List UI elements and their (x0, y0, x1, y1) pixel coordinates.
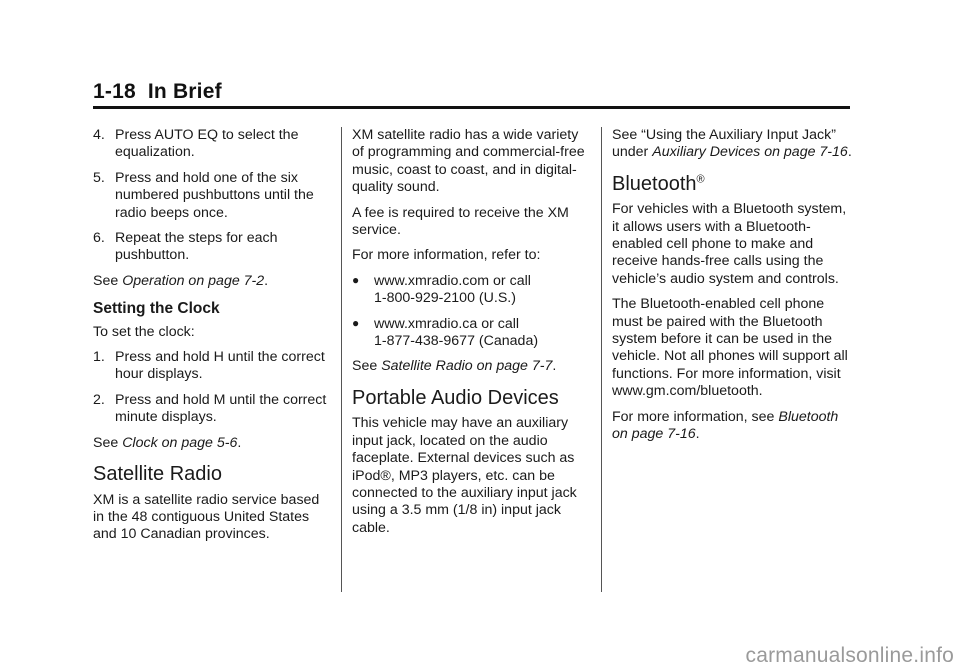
paragraph: XM is a satellite radio service based in the 48 contiguous United States and 10 Canadian provinces. (93, 491, 320, 543)
column-3 (612, 127, 852, 452)
section-heading: Bluetooth® (612, 172, 705, 195)
registered-mark: ® (696, 173, 705, 186)
column-2 (352, 127, 592, 545)
list-item: 2. Press and hold M until the correct minute displays. (93, 391, 327, 426)
paragraph: For more information, refer to: (352, 247, 541, 264)
watermark: carmanualsonline.info (745, 644, 954, 667)
see-reference: For more information, see Bluetooth on page 7-16. (612, 408, 839, 443)
paragraph: For vehicles with a Bluetooth system, it allows users with a Bluetooth-enabled cell phone to make and receive hands-free calls using the vehicle’s audio system and controls. (612, 201, 847, 287)
section-heading: Setting the Clock (93, 300, 220, 318)
paragraph: The Bluetooth-enabled cell phone must be paired with the Bluetooth system before it can be used in the vehicle. Not all phones will support all functions. For more information, visit www.gm.com/bluetooth. (612, 296, 848, 400)
column-1 (93, 127, 333, 552)
page-reference-link[interactable]: Bluetooth on page 7-16 (612, 408, 839, 443)
column-divider (341, 127, 342, 592)
section-heading: Portable Audio Devices (352, 386, 559, 409)
link-text[interactable]: www.xmradio.com or call (374, 272, 531, 289)
page-reference-link[interactable]: Satellite Radio on page 7-7 (381, 358, 553, 375)
list-item: 5. Press and hold one of the six numbered pushbuttons until the radio beeps once. (93, 169, 314, 221)
see-reference: See Operation on page 7-2. (93, 272, 269, 289)
bullet-icon: ● (352, 272, 360, 287)
list-item: 1. Press and hold H until the correct hour displays. (93, 349, 325, 383)
bullet-item: ● www.xmradio.ca or call 1-877-438-9677 (Canada) (352, 315, 539, 350)
page-reference-link[interactable]: Auxiliary Devices on page 7-16 (652, 144, 848, 161)
section-title: In Brief (147, 80, 222, 103)
bullet-item: ● www.xmradio.com or call 1-800-929-2100 (U.S.) (352, 272, 531, 307)
paragraph: XM satellite radio has a wide variety of programming and commercial-free music, coast to coast, and in digital-quality sound. (352, 127, 585, 196)
page-number: 1-18 (93, 80, 136, 103)
paragraph: A fee is required to receive the XM service. (352, 204, 569, 239)
list-item: 4. Press AUTO EQ to select the equalization. (93, 127, 299, 161)
see-reference: See Clock on page 5-6. (93, 434, 242, 451)
see-reference: See Satellite Radio on page 7-7. (352, 358, 557, 375)
bullet-icon: ● (352, 315, 360, 330)
page-header (93, 80, 850, 109)
paragraph: To set the clock: (93, 323, 195, 340)
column-divider (601, 127, 602, 592)
page-reference-link[interactable]: Operation on page 7-2 (122, 272, 265, 289)
see-reference: See “Using the Auxiliary Input Jack” under Auxiliary Devices on page 7-16. (612, 127, 852, 161)
page-reference-link[interactable]: Clock on page 5-6 (122, 434, 238, 451)
paragraph: This vehicle may have an auxiliary input jack, located on the audio faceplate. External devices such as iPod®, MP3 players, etc. can be connected to the auxiliary input jack using a 3.5 mm (1/8 in) input jack cable. (352, 415, 577, 536)
header-title (93, 80, 222, 104)
section-heading: Satellite Radio (93, 463, 222, 486)
link-text[interactable]: www.xmradio.ca or call (374, 315, 520, 332)
list-item: 6. Repeat the steps for each pushbutton. (93, 230, 278, 264)
